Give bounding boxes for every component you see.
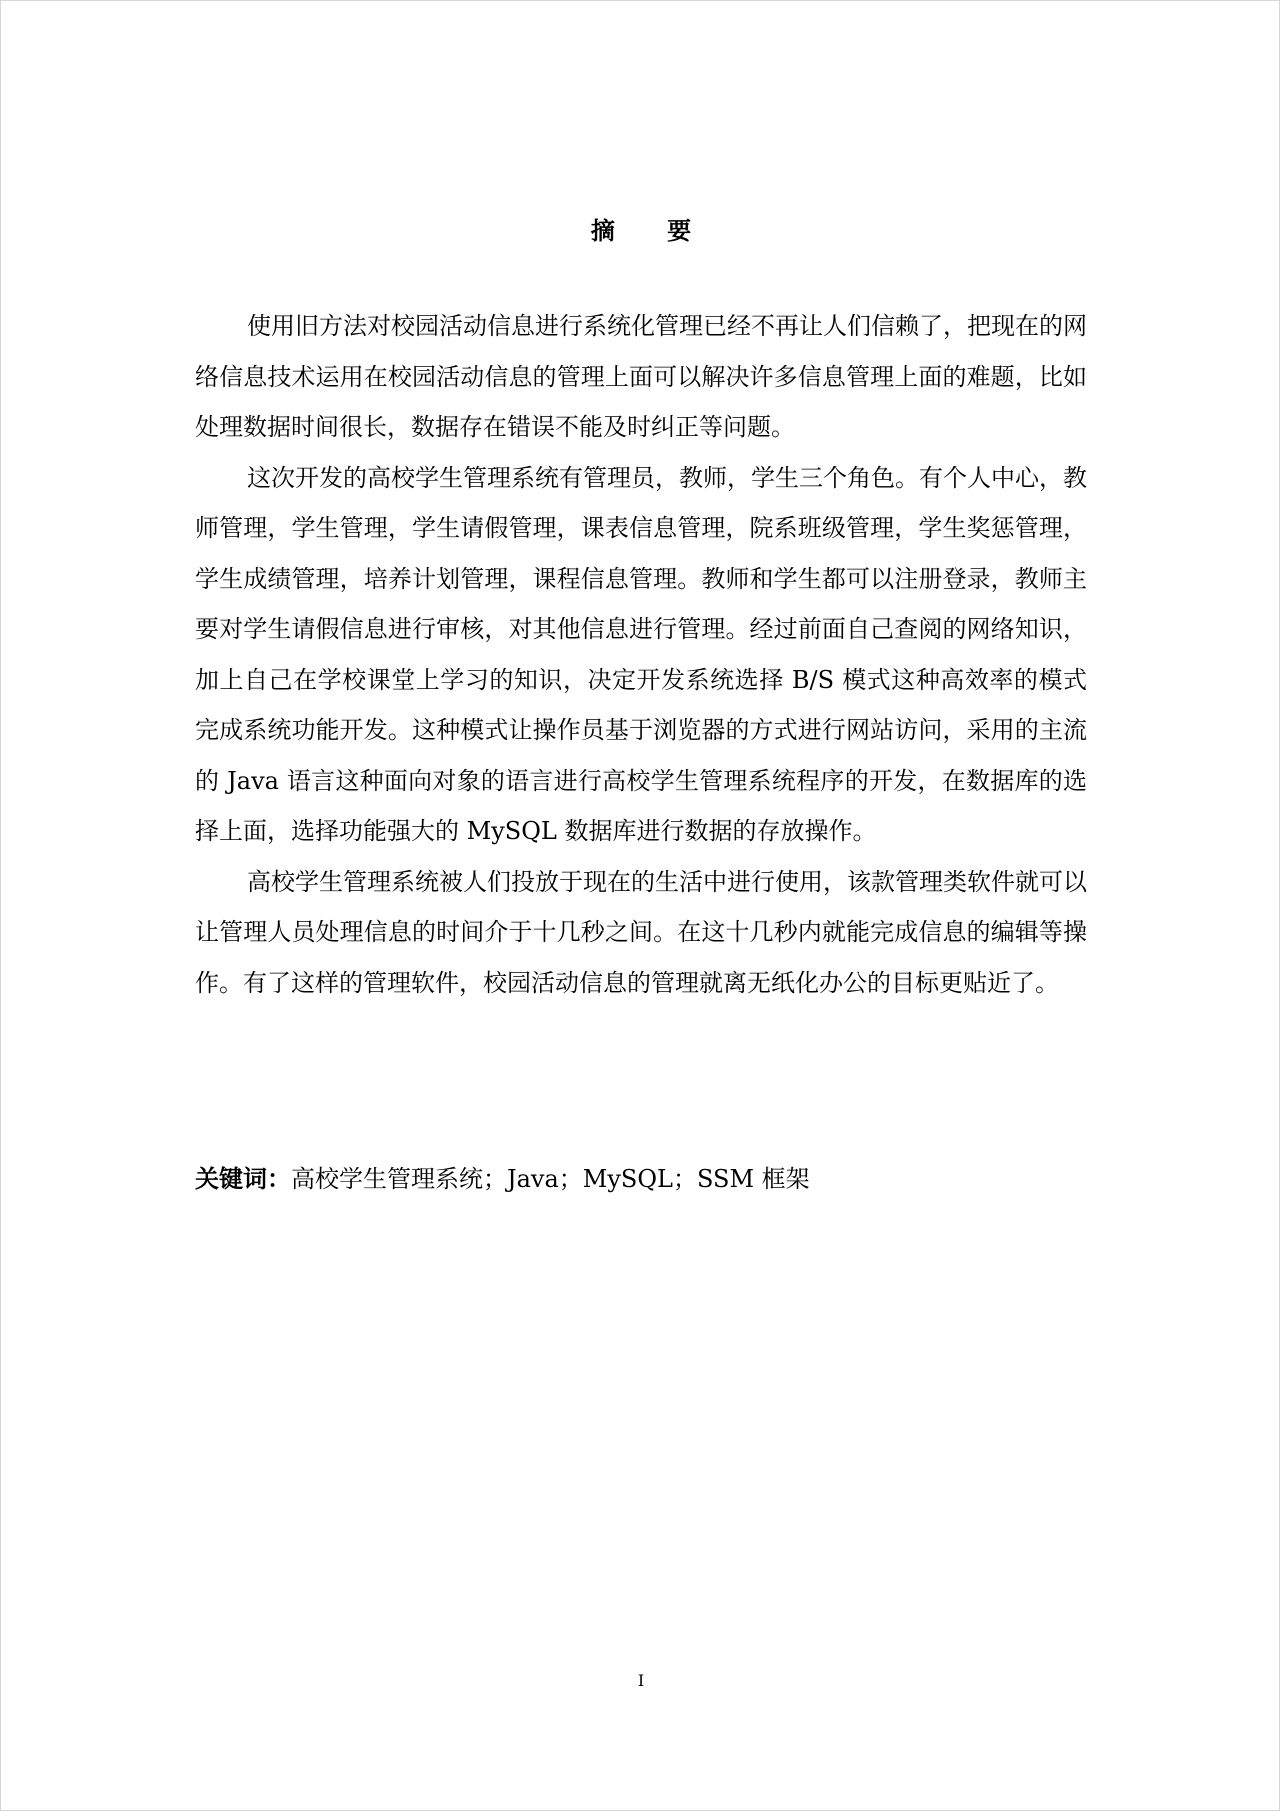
abstract-paragraph-2: 这次开发的高校学生管理系统有管理员，教师，学生三个角色。有个人中心，教师管理，学生管理，学生请假管理，课表信息管理，院系班级管理，学生奖惩管理，学生成绩管理，培养计划管理，课程信息管理。教师和学生都可以注册登录，教师主要对学生请假信息进行审核，对其他信息进行管理。经过前面自己查阅的网络知识，加上自己在学校课堂上学习的知识，决定开发系统选择 B/S 模式这种高效率的模式完成系统功能开发。这种模式让操作员基于浏览器的方式进行网站访问，采用的主流的 Java 语言这种面向对象的语言进行高校学生管理系统程序的开发，在数据库的选择上面，选择功能强大的 MySQL 数据库进行数据的存放操作。 xyxy=(195,463,1087,845)
abstract-paragraph-3: 高校学生管理系统被人们投放于现在的生活中进行使用，该款管理类软件就可以让管理人员处理信息的时间介于十几秒之间。在这十几秒内就能完成信息的编辑等操作。有了这样的管理软件，校园活动信息的管理就离无纸化办公的目标更贴近了。 xyxy=(195,867,1087,997)
keywords-label: 关键词： xyxy=(195,1164,291,1193)
page-number: I xyxy=(637,1671,645,1690)
keywords-value: 高校学生管理系统；Java；MySQL；SSM 框架 xyxy=(291,1165,810,1193)
abstract-title: 摘 要 xyxy=(590,216,714,245)
abstract-paragraph-1: 使用旧方法对校园活动信息进行系统化管理已经不再让人们信赖了，把现在的网络信息技术运用在校园活动信息的管理上面可以解决许多信息管理上面的难题，比如处理数据时间很长，数据存在错误不能及时纠正等问题。 xyxy=(195,312,1087,441)
abstract-body xyxy=(195,301,1087,1008)
keywords-line xyxy=(195,1154,1087,1204)
